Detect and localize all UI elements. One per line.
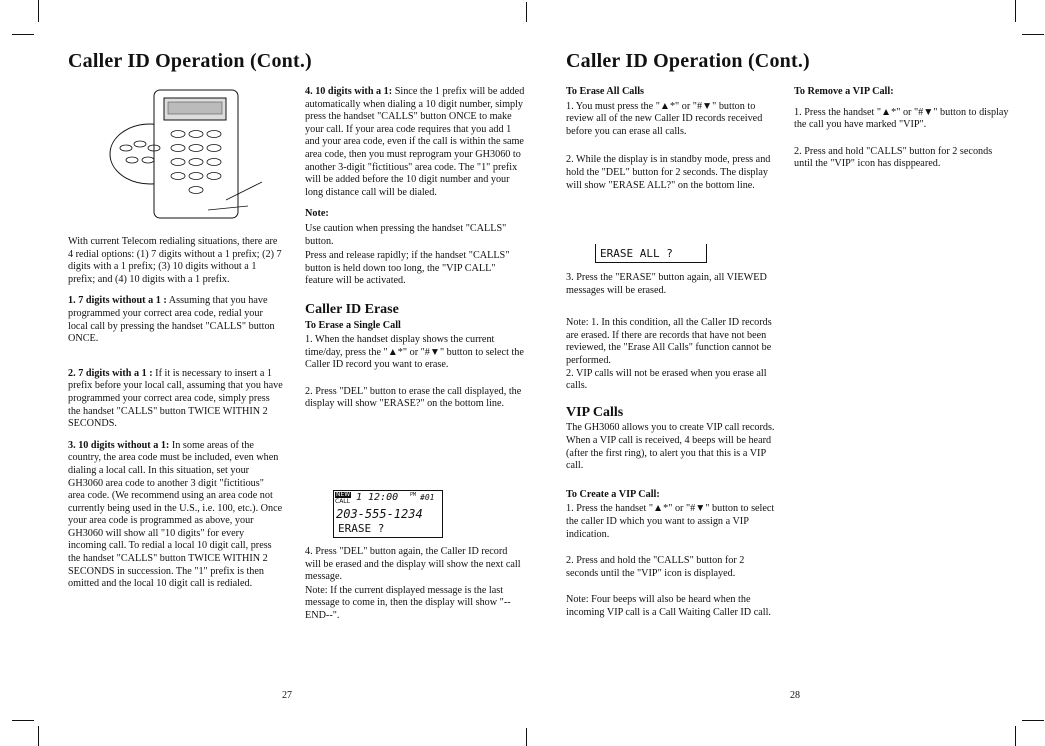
lcd-erase-all-text: ERASE ALL ?	[600, 247, 673, 260]
page-number-left: 27	[282, 690, 292, 701]
lcd-erase: ERASE ?	[338, 522, 385, 535]
note-heading: Note:	[305, 208, 329, 220]
left-column-2	[305, 86, 525, 420]
erase-all-note-2: 2. VIP calls will not be erased when you erase all calls.	[566, 367, 767, 392]
crop-mark	[38, 0, 39, 22]
page-number-right: 28	[790, 690, 800, 701]
handset-illustration	[108, 86, 268, 226]
erase-all-subheading: To Erase All Calls	[566, 86, 645, 97]
lcd-count: #01	[420, 493, 435, 502]
crop-mark	[12, 34, 34, 35]
right-page-title: Caller ID Operation (Cont.)	[566, 50, 810, 72]
crop-mark	[526, 728, 527, 746]
vip-intro: The GH3060 allows you to create VIP call records. When a VIP call is received, 4 beeps will be heard (after the first ring), to alert you that this is a VIP call.	[566, 422, 775, 472]
option-4-heading: 4. 10 digits with a 1:	[305, 86, 393, 97]
vip-calls-heading: VIP Calls	[566, 404, 624, 420]
crop-mark	[526, 2, 527, 22]
create-vip-step-2: 2. Press and hold the "CALLS" button for 2 seconds until the "VIP" icon is displayed.	[566, 555, 745, 579]
lcd-number: 203-555-1234	[336, 507, 423, 521]
option-1-heading: 1. 7 digits without a 1 :	[68, 295, 167, 307]
remove-vip-subheading: To Remove a VIP Call:	[794, 86, 894, 97]
right-column-2	[794, 86, 1009, 180]
caller-id-erase-heading: Caller ID Erase	[305, 301, 399, 317]
right-column-1	[566, 86, 776, 201]
erase-all-step-1: 1. You must press the "▲*" or "#▼" button to review all of the new Caller ID records received before you can erase all calls.	[566, 100, 763, 137]
erase-single-subheading: To Erase a Single Call	[305, 319, 401, 331]
lcd-ampm: PM	[410, 492, 417, 498]
left-column-1	[68, 236, 283, 600]
left-page-title: Caller ID Operation (Cont.)	[68, 50, 312, 72]
crop-mark	[1022, 720, 1044, 721]
option-2	[68, 368, 283, 431]
lcd-new-icon: NEW	[336, 491, 351, 498]
intro-paragraph: With current Telecom redialing situations, there are 4 redial options: (1) 7 digits without a 1 prefix; (2) 7 digits with a 1 prefix; (3) 10 digits without a 1 prefix; and (4) 10 digits with a 1 prefix.	[68, 236, 282, 285]
lcd-time: 1 12:00	[356, 492, 399, 503]
option-1-text: Assuming that you have programmed your correct area code, redial your local call by pressing the handset "CALLS" button ONCE.	[68, 295, 275, 345]
crop-mark	[12, 720, 34, 721]
option-2-heading: 2. 7 digits with a 1 :	[68, 367, 153, 379]
erase-step-2: 2. Press "DEL" button to erase the call displayed, the display will show "ERASE?" on the bottom line.	[305, 385, 522, 410]
right-column-1-bottom	[566, 272, 776, 628]
create-vip-subheading: To Create a VIP Call:	[566, 488, 660, 500]
erase-all-note: Note: 1. In this condition, all the Caller ID records are erased. If there are records that have not been reviewed, the "Erase All Calls" function cannot be performed.	[566, 317, 772, 366]
left-column-2-bottom	[305, 546, 525, 632]
create-vip-step-1: 1. Press the handset "▲*" or "#▼" button to select the caller ID which you want to assign a VIP indication.	[566, 503, 775, 540]
lcd-display-erase	[333, 490, 443, 538]
remove-vip-step-1: 1. Press the handset "▲*" or "#▼" button to display the call you have marked "VIP".	[794, 106, 1009, 131]
note-text-2: Press and release rapidly; if the handset "CALLS" button is held down too long, the "VIP CALL" feature will be activated.	[305, 250, 510, 287]
note-text: Use caution when pressing the handset "CALLS" button.	[305, 222, 507, 247]
crop-mark	[1022, 34, 1044, 35]
option-4-text: Since the 1 prefix will be added automatically when dialing a 10 digit number, simply press the handset "CALLS" button ONCE to make your call. If your area code requires that you add 1 and your area code, even if the call is within the same area code, then you must reprogram your GH3060 to another 3-digit "fictitious" area code. The "1" prefix will be added before the 10 digit number and your long distance call will be dialed.	[305, 86, 525, 198]
crop-mark	[1015, 726, 1016, 746]
lcd-display-erase-all	[595, 244, 707, 263]
crop-mark	[1015, 0, 1016, 22]
erase-all-step-2: 2. While the display is in standby mode, press and hold the "DEL" button for 2 seconds. The display will show "ERASE ALL?" on the bottom line.	[566, 154, 771, 191]
erase-all-step-3: 3. Press the "ERASE" button again, all VIEWED messages will be erased.	[566, 272, 767, 296]
crop-mark	[38, 726, 39, 746]
option-2-text: If it is necessary to insert a 1 prefix before your local call, assuming that you have programmed your correct area code, simply press the handset "CALLS" button TWICE WITHIN 2 SECONDS.	[68, 367, 283, 430]
remove-vip-step-2: 2. Press and hold "CALLS" button for 2 seconds until the "VIP" icon has disppeared.	[794, 145, 993, 170]
option-3-text: In some areas of the country, the area code must be included, even when dialing a local call. In this situation, set your GH3060 area code to another 3 digit "fictitious" area code. (We recommend using an area code not currently being used in the U.S., i.e. 100, etc.). Once your area code is programmed as above, your GH3060 will show all "10 digits" for every incoming call. To redial a local 10 digit call, press the handset "CALLS" button TWICE WITHIN 2 SECONDS in succession. The "1" prefix is then omitted and the local 10 digit call is redialed.	[68, 439, 283, 590]
option-3	[68, 440, 283, 591]
erase-step-1: 1. When the handset display shows the current time/day, press the "▲*" or "#▼" button to select the Caller ID record you want to erase.	[305, 334, 524, 371]
create-vip-note: Note: Four beeps will also be heard when the incoming VIP call is a Call Waiting Caller ID call.	[566, 594, 771, 618]
erase-step-4: 4. Press "DEL" button again, the Caller ID record will be erased and the display will show the next call message.	[305, 546, 521, 583]
lcd-call-icon: CALL	[335, 498, 350, 505]
option-1	[68, 295, 283, 345]
option-3-heading: 3. 10 digits without a 1:	[68, 439, 170, 451]
option-4	[305, 86, 525, 199]
erase-note: Note: If the current displayed message is the last message to come in, then the display will show "--END--".	[305, 584, 511, 621]
